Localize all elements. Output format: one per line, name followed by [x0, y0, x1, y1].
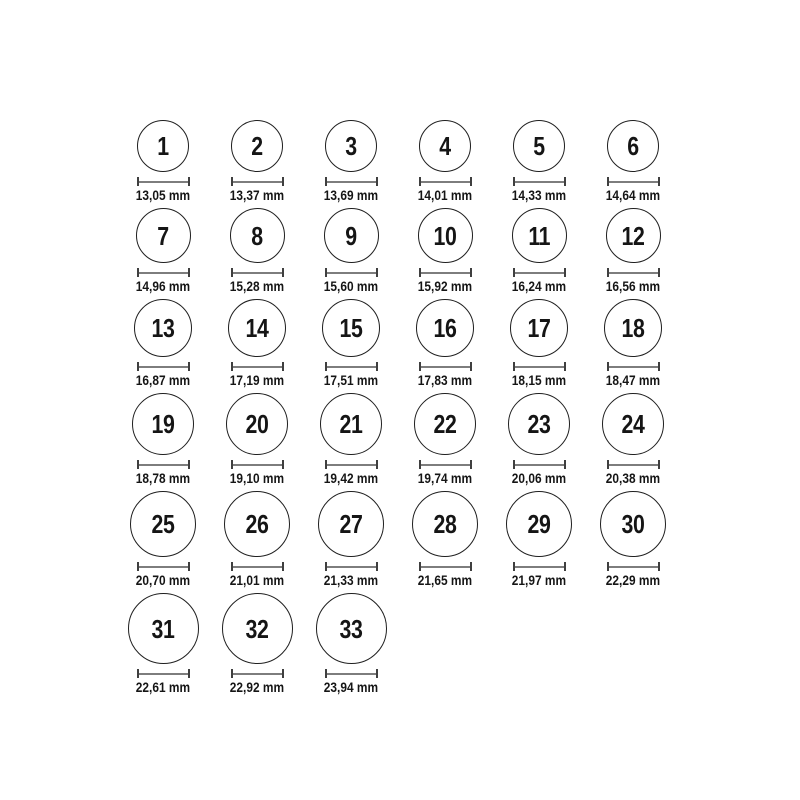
diameter-dimension-line	[137, 268, 190, 277]
diameter-dimension-line	[513, 460, 566, 469]
ring-size-number: 27	[339, 509, 363, 539]
diameter-label: 18,15 mm	[511, 372, 567, 388]
ring-size-item	[492, 299, 586, 388]
diameter-dimension-line	[419, 268, 472, 277]
ring-circle	[607, 120, 659, 172]
ring-size-row	[116, 299, 682, 388]
diameter-dimension-line	[325, 460, 378, 469]
ring-circle	[512, 208, 567, 263]
ring-circle	[419, 120, 471, 172]
diameter-label: 19,74 mm	[417, 470, 473, 486]
ring-circle	[226, 393, 288, 455]
diameter-dimension-line	[607, 460, 660, 469]
ring-size-item	[492, 393, 586, 486]
diameter-dimension-line	[513, 562, 566, 571]
ring-size-item	[210, 208, 304, 294]
diameter-dimension-line	[137, 562, 190, 571]
ring-size-number: 30	[621, 509, 645, 539]
ring-size-number: 14	[245, 313, 269, 343]
ring-size-number: 22	[433, 409, 457, 439]
ring-circle	[412, 491, 478, 557]
ring-size-number: 25	[151, 509, 175, 539]
ring-size-number: 7	[157, 220, 169, 251]
ring-circle	[325, 120, 377, 172]
diameter-label: 22,92 mm	[229, 679, 285, 695]
diameter-label: 14,01 mm	[417, 187, 473, 203]
diameter-dimension-line	[231, 669, 284, 678]
ring-size-item	[116, 208, 210, 294]
diameter-dimension-line	[607, 562, 660, 571]
diameter-label: 16,24 mm	[511, 278, 567, 294]
diameter-label: 21,65 mm	[417, 572, 473, 588]
ring-circle	[600, 491, 666, 557]
ring-size-item	[586, 393, 680, 486]
ring-size-item	[492, 120, 586, 203]
ring-size-item	[398, 491, 492, 588]
ring-circle	[230, 208, 285, 263]
ring-size-number: 19	[151, 409, 175, 439]
ring-size-item	[304, 299, 398, 388]
diameter-label: 16,56 mm	[605, 278, 661, 294]
ring-circle	[318, 491, 384, 557]
ring-circle	[510, 299, 568, 357]
ring-size-number: 5	[533, 131, 545, 161]
diameter-label: 20,70 mm	[135, 572, 191, 588]
ring-size-number: 10	[433, 220, 457, 251]
ring-size-item	[116, 299, 210, 388]
ring-size-row	[116, 593, 682, 695]
ring-circle	[137, 120, 189, 172]
ring-circle	[604, 299, 662, 357]
ring-size-row	[116, 208, 682, 294]
diameter-label: 14,64 mm	[605, 187, 661, 203]
ring-circle	[132, 393, 194, 455]
diameter-label: 17,19 mm	[229, 372, 285, 388]
ring-size-item	[492, 208, 586, 294]
diameter-label: 14,96 mm	[135, 278, 191, 294]
ring-size-row	[116, 393, 682, 486]
ring-size-item	[116, 393, 210, 486]
ring-circle	[606, 208, 661, 263]
diameter-label: 15,28 mm	[229, 278, 285, 294]
ring-size-row	[116, 120, 682, 203]
diameter-dimension-line	[137, 362, 190, 371]
diameter-dimension-line	[231, 562, 284, 571]
diameter-dimension-line	[513, 362, 566, 371]
ring-size-number: 21	[339, 409, 363, 439]
ring-size-item	[398, 393, 492, 486]
diameter-label: 22,61 mm	[135, 679, 191, 695]
ring-size-number: 26	[245, 509, 269, 539]
ring-size-number: 32	[245, 613, 269, 644]
diameter-label: 17,51 mm	[323, 372, 379, 388]
ring-size-chart	[116, 120, 682, 700]
ring-size-item	[304, 208, 398, 294]
diameter-dimension-line	[231, 362, 284, 371]
ring-size-number: 29	[527, 509, 551, 539]
ring-size-item	[210, 393, 304, 486]
ring-size-item	[492, 491, 586, 588]
ring-circle	[508, 393, 570, 455]
ring-size-item	[398, 120, 492, 203]
ring-circle	[416, 299, 474, 357]
ring-size-number: 28	[433, 509, 457, 539]
ring-size-item	[210, 120, 304, 203]
ring-size-number: 18	[621, 313, 645, 343]
ring-circle	[418, 208, 473, 263]
diameter-dimension-line	[607, 177, 660, 186]
diameter-label: 13,69 mm	[323, 187, 379, 203]
ring-size-number: 9	[345, 220, 357, 251]
diameter-dimension-line	[137, 177, 190, 186]
diameter-label: 18,78 mm	[135, 470, 191, 486]
ring-size-number: 2	[251, 131, 263, 161]
ring-size-number: 33	[339, 613, 363, 644]
diameter-dimension-line	[231, 268, 284, 277]
ring-size-item	[304, 491, 398, 588]
diameter-label: 20,38 mm	[605, 470, 661, 486]
diameter-dimension-line	[513, 268, 566, 277]
ring-size-item	[304, 593, 398, 695]
diameter-label: 21,97 mm	[511, 572, 567, 588]
diameter-label: 13,37 mm	[229, 187, 285, 203]
ring-size-item	[116, 593, 210, 695]
ring-size-number: 6	[627, 131, 639, 161]
diameter-label: 19,42 mm	[323, 470, 379, 486]
ring-circle	[228, 299, 286, 357]
diameter-dimension-line	[137, 460, 190, 469]
ring-circle	[320, 393, 382, 455]
diameter-dimension-line	[419, 562, 472, 571]
ring-size-row	[116, 491, 682, 588]
diameter-dimension-line	[513, 177, 566, 186]
diameter-label: 15,92 mm	[417, 278, 473, 294]
ring-size-number: 20	[245, 409, 269, 439]
ring-circle	[136, 208, 191, 263]
ring-circle	[224, 491, 290, 557]
ring-circle	[414, 393, 476, 455]
ring-circle	[128, 593, 199, 664]
ring-size-item	[304, 393, 398, 486]
ring-size-number: 15	[339, 313, 363, 343]
ring-size-item	[586, 120, 680, 203]
ring-circle	[130, 491, 196, 557]
ring-size-number: 1	[157, 131, 169, 161]
ring-size-number: 4	[439, 131, 451, 161]
diameter-dimension-line	[231, 460, 284, 469]
ring-size-item	[210, 299, 304, 388]
ring-size-item	[210, 593, 304, 695]
diameter-label: 18,47 mm	[605, 372, 661, 388]
ring-circle	[222, 593, 293, 664]
diameter-dimension-line	[137, 669, 190, 678]
ring-circle	[602, 393, 664, 455]
ring-circle	[322, 299, 380, 357]
diameter-dimension-line	[419, 460, 472, 469]
ring-size-item	[586, 208, 680, 294]
diameter-dimension-line	[607, 268, 660, 277]
diameter-dimension-line	[419, 362, 472, 371]
diameter-label: 15,60 mm	[323, 278, 379, 294]
diameter-label: 19,10 mm	[229, 470, 285, 486]
ring-size-item	[116, 491, 210, 588]
diameter-label: 16,87 mm	[135, 372, 191, 388]
diameter-label: 22,29 mm	[605, 572, 661, 588]
diameter-dimension-line	[325, 669, 378, 678]
ring-size-number: 16	[433, 313, 457, 343]
ring-size-number: 11	[528, 220, 550, 251]
ring-circle	[316, 593, 387, 664]
diameter-dimension-line	[325, 562, 378, 571]
ring-circle	[231, 120, 283, 172]
ring-size-number: 3	[345, 131, 357, 161]
diameter-label: 14,33 mm	[511, 187, 567, 203]
ring-circle	[134, 299, 192, 357]
diameter-label: 21,33 mm	[323, 572, 379, 588]
ring-size-number: 24	[621, 409, 645, 439]
diameter-label: 23,94 mm	[323, 679, 379, 695]
ring-size-item	[304, 120, 398, 203]
diameter-dimension-line	[607, 362, 660, 371]
ring-size-number: 23	[527, 409, 551, 439]
ring-size-number: 31	[151, 613, 175, 644]
ring-size-number: 8	[251, 220, 263, 251]
ring-size-item	[398, 208, 492, 294]
ring-size-item	[586, 491, 680, 588]
ring-size-number: 12	[621, 220, 645, 251]
diameter-label: 20,06 mm	[511, 470, 567, 486]
ring-circle	[513, 120, 565, 172]
diameter-label: 17,83 mm	[417, 372, 473, 388]
diameter-dimension-line	[325, 268, 378, 277]
ring-size-item	[586, 299, 680, 388]
diameter-dimension-line	[325, 362, 378, 371]
ring-circle	[324, 208, 379, 263]
ring-circle	[506, 491, 572, 557]
diameter-dimension-line	[325, 177, 378, 186]
ring-size-item	[210, 491, 304, 588]
diameter-dimension-line	[231, 177, 284, 186]
diameter-dimension-line	[419, 177, 472, 186]
ring-size-number: 17	[527, 313, 551, 343]
diameter-label: 13,05 mm	[135, 187, 191, 203]
ring-size-item	[398, 299, 492, 388]
ring-size-number: 13	[151, 313, 175, 343]
ring-size-item	[116, 120, 210, 203]
diameter-label: 21,01 mm	[229, 572, 285, 588]
